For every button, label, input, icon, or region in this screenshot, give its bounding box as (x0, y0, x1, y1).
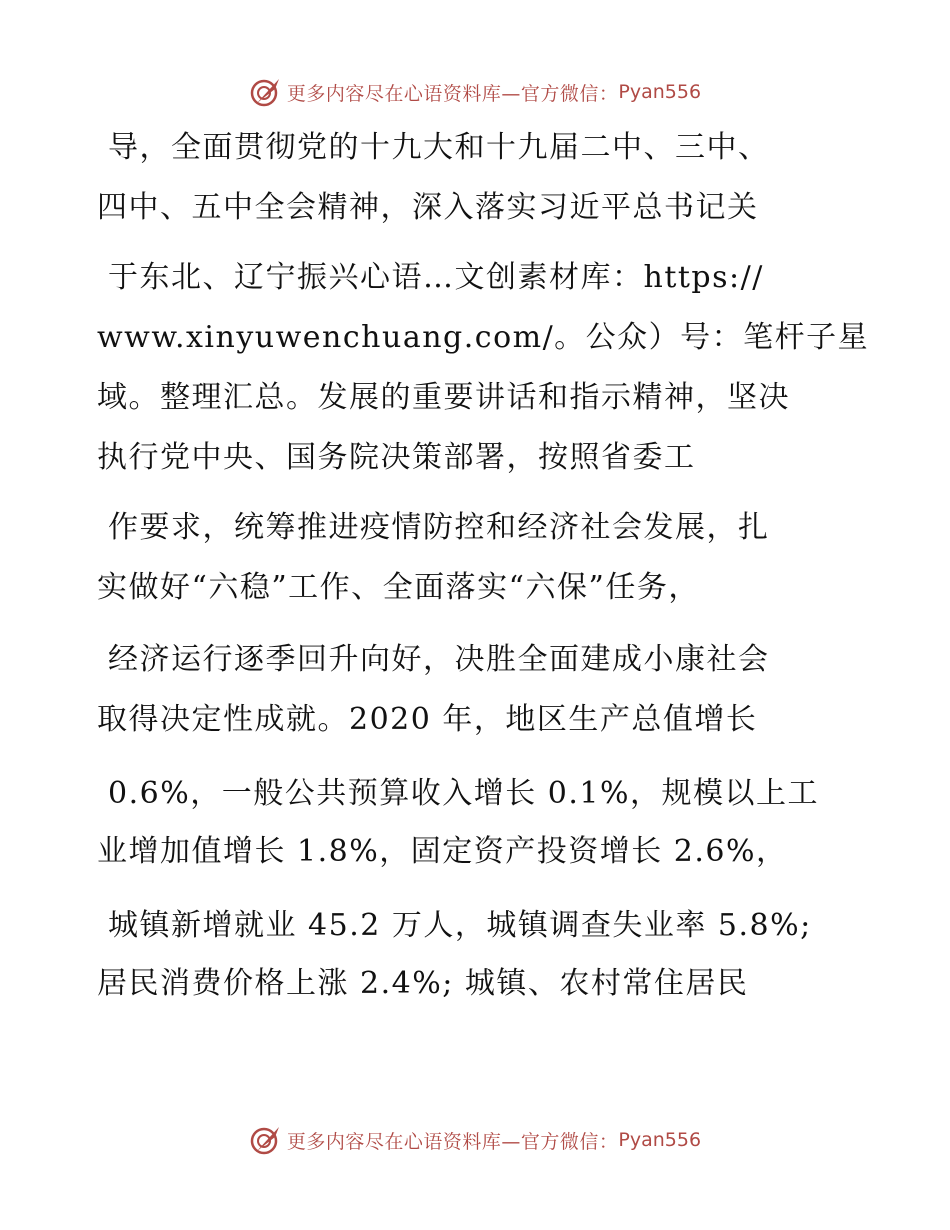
body-line-10: 取得决定性成就。2020 年，地区生产总值增长 (97, 702, 758, 737)
body-line-12: 业增加值增长 1.8%，固定资产投资增长 2.6%， (97, 834, 788, 869)
header-banner-contact: Pyan556 (618, 81, 702, 103)
footer-banner-contact: Pyan556 (618, 1129, 702, 1151)
body-line-8: 实做好“六稳”工作、全面落实“六保”任务， (97, 570, 700, 605)
body-line-5: 域。整理汇总。发展的重要讲话和指示精神，坚决 (97, 380, 790, 415)
footer-banner-text: 更多内容尽在心语资料库—官方微信： (286, 1130, 619, 1153)
body-line-7: 作要求，统筹推进疫情防控和经济社会发展，扎 (108, 510, 770, 545)
body-line-6: 执行党中央、国务院决策部署，按照省委工 (97, 440, 696, 475)
body-line-11: 0.6%，一般公共预算收入增长 0.1%，规模以上工 (108, 776, 819, 811)
quill-logo-icon (249, 1123, 283, 1157)
header-banner-text: 更多内容尽在心语资料库—官方微信： (286, 82, 619, 105)
body-line-1: 导，全面贯彻党的十九大和十九届二中、三中、 (108, 130, 770, 165)
footer-banner (0, 1120, 950, 1160)
body-line-3: 于东北、辽宁振兴心语…文创素材库：https:// (108, 260, 764, 295)
body-line-9: 经济运行逐季回升向好，决胜全面建成小康社会 (108, 642, 770, 677)
body-line-4: www.xinyuwenchuang.com/。公众）号：笔杆子星 (97, 320, 870, 355)
body-line-2: 四中、五中全会精神，深入落实习近平总书记关 (97, 190, 759, 225)
body-line-13: 城镇新增就业 45.2 万人，城镇调查失业率 5.8%; (108, 908, 812, 943)
body-line-14: 居民消费价格上涨 2.4%; 城镇、农村常住居民 (97, 966, 749, 1001)
